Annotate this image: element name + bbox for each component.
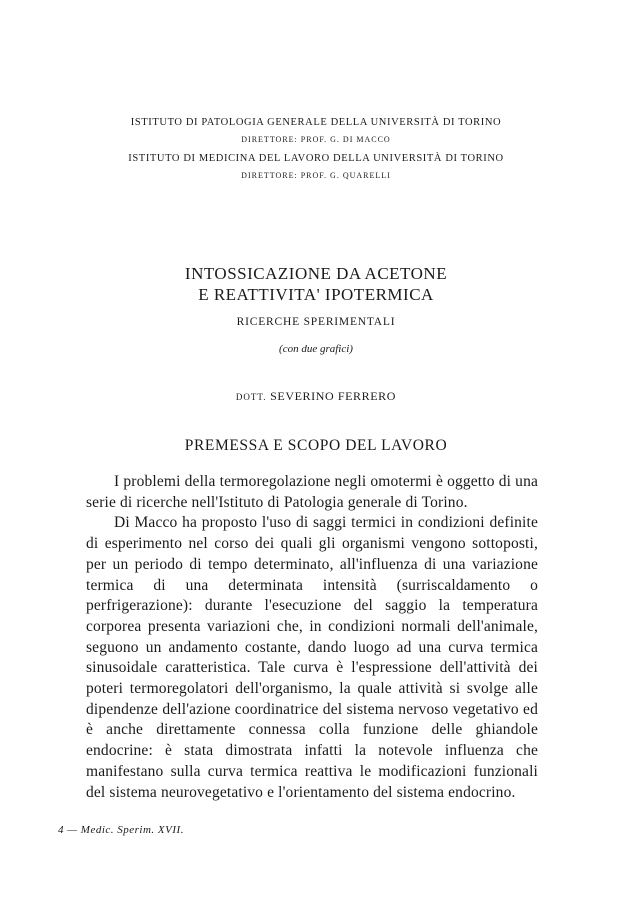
institute-occupational-medicine: ISTITUTO DI MEDICINA DEL LAVORO DELLA UNIVERSITÀ DI TORINO xyxy=(128,153,504,164)
director-occupational-medicine: DIRETTORE: PROF. G. QUARELLI xyxy=(241,171,391,180)
author-name: SEVERINO FERRERO xyxy=(270,389,397,403)
article-subtitle: RICERCHE SPERIMENTALI xyxy=(236,316,396,328)
paragraph-2: Di Macco ha proposto l'uso di saggi termici in condizioni definite di esperimento nel corso dei quali gli organismi vengono sottoposti, per un periodo di tempo determinato, all'influenza di una variazione termica di una determinata intensità (surriscaldamento o perfrigerazione): durante l'esecuzione del saggio la temperatura corporea presenta variazioni che, in condizioni normali dell'animale, seguono un andamento costante, dando luogo ad una curva termica sinusoidale caratteristica. Tale curva è l'espressione dell'attività dei poteri termoregolatori dell'organismo, la quale attività si svolge alle dipendenze dell'azione coordinatrice del sistema nervoso vegetativo ed è anche direttamente connessa colla funzione delle ghiandole endocrine: è stata dimostrata infatti la notevole influenza che manifestano sulla curva termica reattiva le modificazioni funzionali del sistema neurovegetativo e l'orientamento del sistema endocrino. xyxy=(86,514,538,801)
director-pathology: DIRETTORE: PROF. G. DI MACCO xyxy=(241,135,391,144)
article-note: (con due grafici) xyxy=(279,343,353,355)
article-title-line1: INTOSSICAZIONE DA ACETONE xyxy=(184,264,448,283)
article-title-line2: E REATTIVITA' IPOTERMICA xyxy=(198,285,434,304)
footer-signature: 4 — Medic. Sperim. XVII. xyxy=(58,824,184,836)
paragraph-1: I problemi della termoregolazione negli omotermi è oggetto di una serie di ricerche nell'Istituto di Patologia generale di Torino. xyxy=(86,473,538,511)
author-title: DOTT. xyxy=(235,392,267,402)
author-line xyxy=(0,389,632,404)
institute-pathology: ISTITUTO DI PATOLOGIA GENERALE DELLA UNIVERSITÀ DI TORINO xyxy=(130,117,502,128)
section-heading: PREMESSA E SCOPO DEL LAVORO xyxy=(184,437,448,454)
body-text xyxy=(86,472,538,803)
